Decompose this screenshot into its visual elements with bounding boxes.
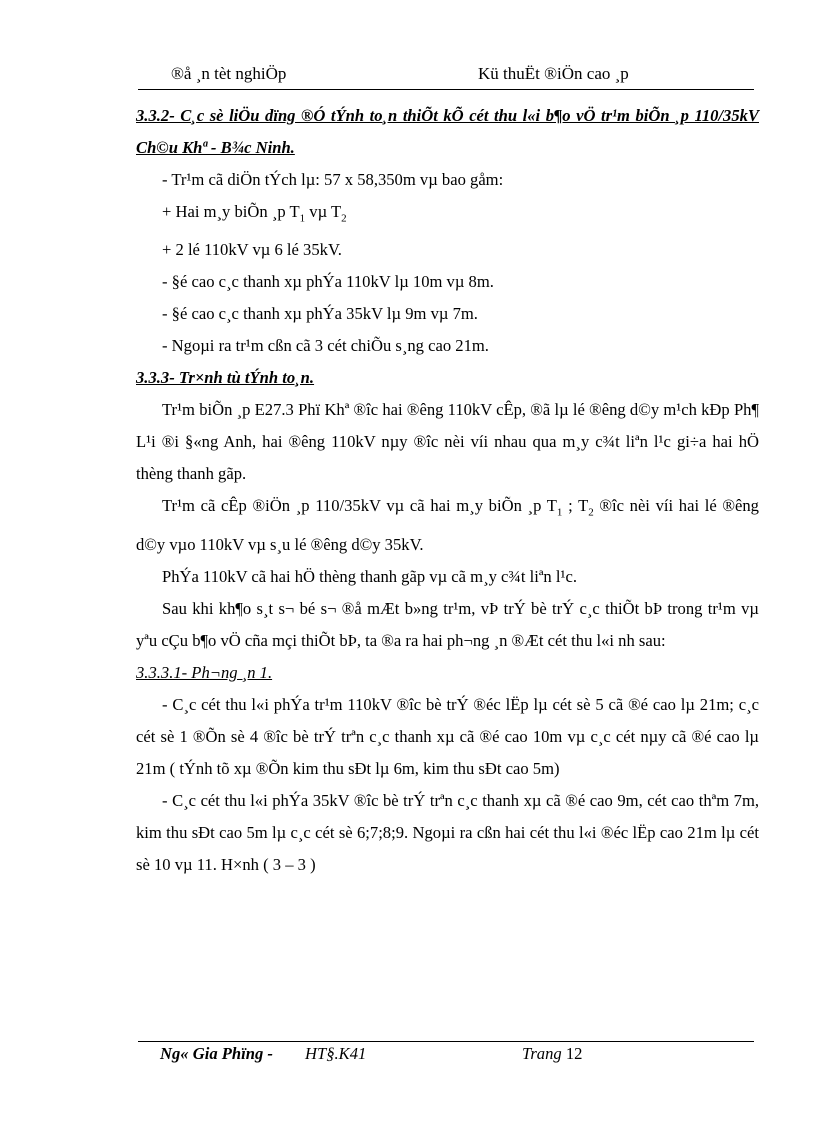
page-header: [138, 62, 754, 86]
header-subject: Kü thuËt ®iÖn cao ¸p: [478, 64, 629, 83]
paragraph: - §é cao c¸c thanh xµ phÝa 110kV lµ 10m vµ 8m.: [162, 272, 494, 292]
paragraph: - C¸c cét thu l«i phÝa 35kV ®îc bè trÝ trªn c¸c thanh xµ cã ®é cao 9m, cét cao thªm 7m, kim thu sÐt cao 5m lµ c¸c cét sè 6;7;8;9. Ngoµi ra cßn hai cét thu l«i ®éc lËp cao 21m lµ cét sè 10 vµ 11. H×nh ( 3 – 3 ): [136, 790, 759, 874]
paragraph: + 2 lé 110kV vµ 6 lé 35kV.: [162, 240, 342, 260]
paragraph: Tr¹m biÕn ¸p E27.3 Phï Khª ®îc hai ®êng 110kV cÊp, ®ã lµ lé ®êng d©y m¹ch kÐp Ph¶ L¹i ®i §«ng Anh, hai ®êng 110kV nµy ®îc nèi víi nhau qua m¸y c¾t liªn l¹c gi÷a hai hÖ thèng thanh gãp.: [136, 400, 759, 484]
footer-rule: [138, 1041, 754, 1042]
footer-author: Ng« Gia Phïng -: [160, 1044, 273, 1063]
paragraph: - Ngoµi ra tr¹m cßn cã 3 cét chiÕu s¸ng cao 21m.: [162, 336, 489, 356]
paragraph: PhÝa 110kV cã hai hÖ thèng thanh gãp vµ cã m¸y c¾t liªn l¹c.: [162, 566, 577, 586]
page-number: 12: [565, 1044, 583, 1063]
header-rule: [138, 89, 754, 90]
paragraph: - Tr¹m cã diÖn tÝch lµ: 57 x 58,350m vµ bao gåm:: [162, 170, 504, 189]
section-heading-3-3-3: 3.3.3- Tr×nh tù tÝnh to¸n.: [136, 368, 315, 388]
footer-page: [522, 1044, 582, 1064]
page-footer: [160, 1044, 750, 1068]
paragraph: - C¸c cét thu l«i phÝa tr¹m 110kV ®îc bè trÝ ®éc lËp lµ cét sè 5 cã ®é cao lµ 21m; c¸c cét sè 1 ®Õn sè 4 ®îc bè trÝ trªn c¸c thanh xµ cã ®é cao 10m vµ c¸c cét nµy cã ®é cao lµ 21m ( tÝnh tõ xµ ®Õn kim thu sÐt lµ 6m, kim thu sÐt cao 5m): [136, 694, 759, 778]
page-body: [136, 100, 759, 881]
section-heading-3-3-2: 3.3.2- C¸c sè liÖu dïng ®Ó tÝnh to¸n thiÕt kÕ cét thu l«i b¶o vÖ tr¹m biÕn ¸p 110/35kV Ch©u Khª - B¾c Ninh.: [136, 106, 759, 157]
paragraph: Sau khi kh¶o s¸t s¬ bé s¬ ®å mÆt b»ng tr¹m, vÞ trÝ bè trÝ c¸c thiÕt bÞ trong tr¹m vµ yªu cÇu b¶o vÖ cña mçi thiÕt bÞ, ta ®a ra hai ph¬ng ¸n ®Æt cét thu l«i nh sau:: [136, 598, 759, 650]
footer-class: HT§.K41: [305, 1044, 367, 1063]
paragraph: Tr¹m cã cÊp ®iÖn ¸p 110/35kV vµ cã hai m¸y biÕn ¸p $T_1$ ; $T_2$ ®îc nèi víi hai lé ®êng d©y vµo 110kV vµ s¸u lé ®êng d©y 35kV.: [136, 496, 759, 554]
header-document-title: ®å ¸n tèt nghiÖp: [171, 64, 287, 83]
page-label: Trang: [522, 1044, 562, 1063]
paragraph: - §é cao c¸c thanh xµ phÝa 35kV lµ 9m vµ 7m.: [162, 304, 478, 324]
paragraph: + Hai m¸y biÕn ¸p $T_1$ vµ $T_2$: [162, 202, 347, 225]
section-heading-3-3-3-1: 3.3.3.1- Ph¬ng ¸n 1.: [136, 662, 273, 682]
